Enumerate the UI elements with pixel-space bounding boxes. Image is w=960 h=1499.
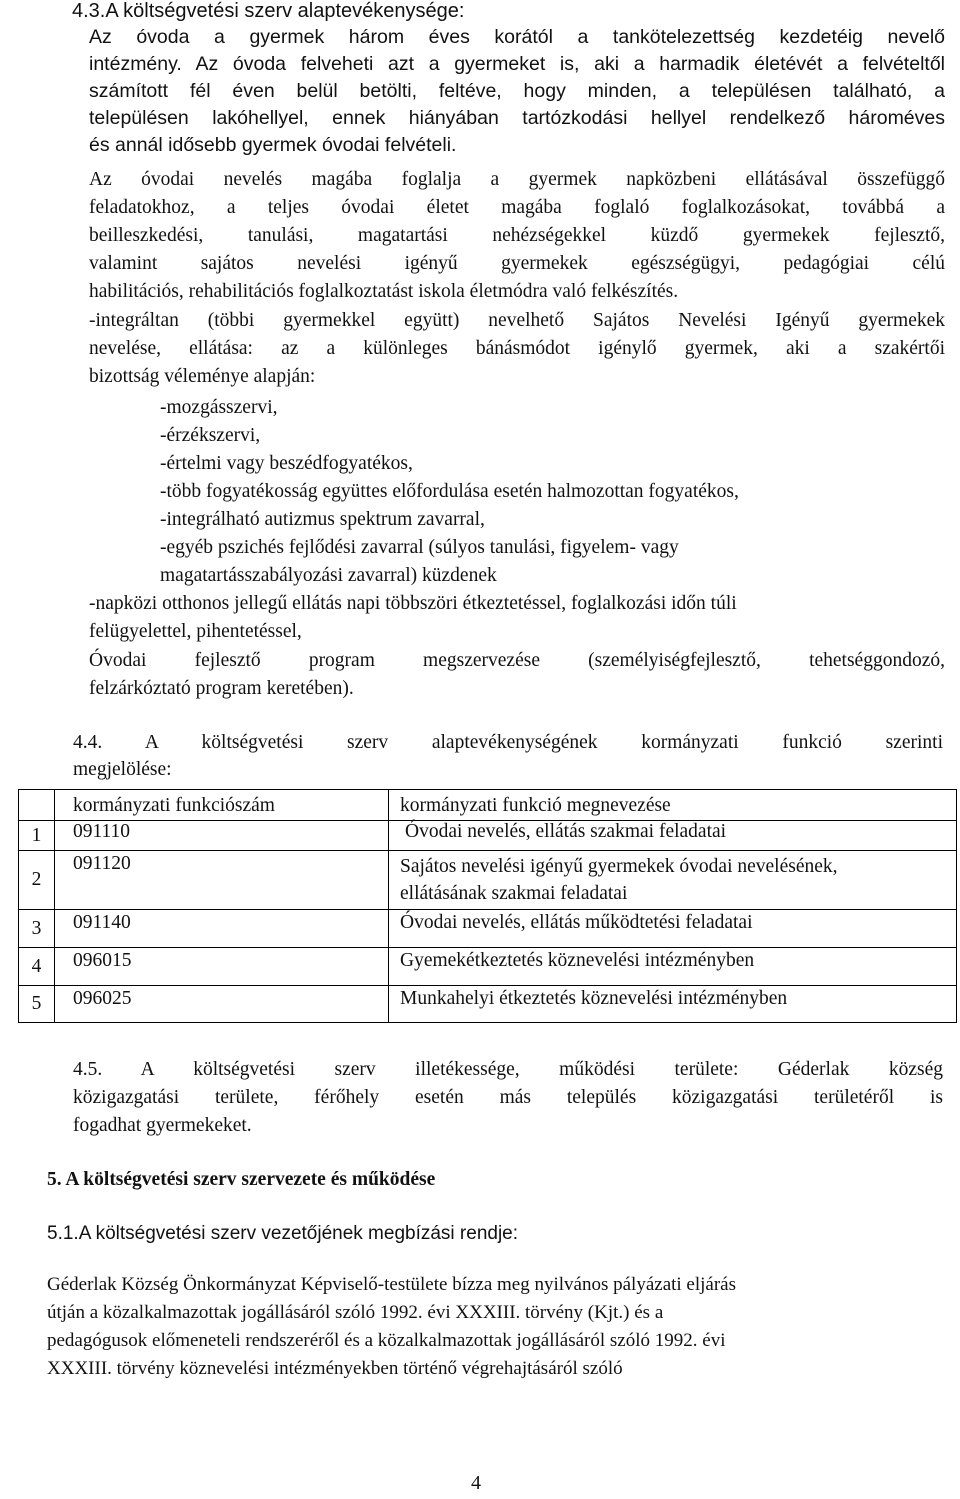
para2-line-3: beilleszkedési, tanulási, magatartási nehézségekkel küzdő gyermekek fejlesztő, — [89, 225, 945, 246]
row-name: Óvodai nevelés, ellátás szakmai feladatai — [389, 821, 957, 851]
row-code: 091110 — [55, 821, 389, 851]
section-5-heading: 5. A költségvetési szerv szervezete és működése — [47, 1169, 436, 1190]
row-name: Gyemekétkeztetés köznevelési intézményben — [389, 948, 957, 986]
list-item: magatartásszabályozási zavarral) küzdenek — [160, 565, 497, 586]
function-table — [18, 789, 957, 1023]
row-num: 3 — [19, 910, 55, 948]
para2-line-4: valamint sajátos nevelési igényű gyermekek egészségügyi, pedagógiai célú — [89, 253, 945, 274]
row-name: Munkahelyi étkeztetés köznevelési intézményben — [389, 986, 957, 1023]
row-name-line-1: Sajátos nevelési igényű gyermekek óvodai nevelésének, — [400, 856, 838, 877]
para1-line-1: Az óvoda a gyermek három éves korától a tankötelezettség kezdetéig nevelő — [89, 26, 945, 48]
row-num: 5 — [19, 986, 55, 1023]
para3-line-3: bizottság véleménye alapján: — [89, 366, 316, 387]
list-item: -integrálható autizmus spektrum zavarral, — [160, 509, 485, 530]
section-5-1-line-3: pedagógusok előmeneteli rendszeréről és a közalkalmazottak jogállásáról szóló 1992. évi — [47, 1330, 726, 1351]
row-name-line-2: ellátásának szakmai feladatai — [400, 883, 628, 904]
row-code: 096025 — [55, 986, 389, 1023]
row-num: 4 — [19, 948, 55, 986]
table-header-name: kormányzati funkció megnevezése — [389, 790, 957, 821]
row-num: 2 — [19, 851, 55, 910]
para5-line-1: Óvodai fejlesztő program megszervezése (személyiségfejlesztő, tehetséggondozó, — [89, 650, 945, 671]
para3-line-1: -integráltan (többi gyermekkel együtt) nevelhető Sajátos Nevelési Igényű gyermekek — [89, 310, 945, 331]
section-5-1-line-1: Géderlak Község Önkormányzat Képviselő-testülete bízza meg nyilvános pályázati eljárás — [47, 1274, 737, 1295]
section-4-5-line-2: közigazgatási területe, férőhely esetén más település közigazgatási területéről is — [73, 1087, 943, 1108]
table-row — [19, 986, 957, 1023]
para4-line-1: -napközi otthonos jellegű ellátás napi többszöri étkeztetéssel, foglalkozási időn túli — [89, 593, 737, 614]
para1-line-2: intézmény. Az óvoda felveheti azt a gyermeket is, aki a harmadik életévét a felvételtől — [89, 53, 945, 75]
row-name — [389, 851, 957, 910]
section-5-1-line-2: útján a közalkalmazottak jogállásáról szóló 1992. évi XXXIII. törvény (Kjt.) és a — [47, 1302, 664, 1323]
para1-line-4: településen lakóhellyel, ennek hiányában tartózkodási hellyel rendelkező hároméves — [89, 107, 945, 129]
list-item: -több fogyatékosság együttes előfordulása esetén halmozottan fogyatékos, — [160, 481, 739, 502]
section-5-1-heading: 5.1.A költségvetési szerv vezetőjének megbízási rendje: — [47, 1223, 519, 1244]
table-row — [19, 948, 957, 986]
para2-line-1: Az óvodai nevelés magába foglalja a gyermek napközbeni ellátásával összefüggő — [89, 169, 945, 190]
row-code: 091120 — [55, 851, 389, 910]
para1-line-3: számított fél éven belül betölti, feltéve, hogy minden, a településen található, a — [89, 80, 945, 102]
table-row — [19, 910, 957, 948]
row-name: Óvodai nevelés, ellátás működtetési feladatai — [389, 910, 957, 948]
row-code: 091140 — [55, 910, 389, 948]
para5-line-2: felzárkóztató program keretében). — [89, 678, 354, 699]
section-5-1-line-4: XXXIII. törvény köznevelési intézményekben történő végrehajtásáról szóló — [47, 1358, 623, 1379]
section-4-4-heading-line-1: 4.4. A költségvetési szerv alaptevékenységének kormányzati funkció szerinti — [73, 732, 943, 753]
para2-line-2: feladatokhoz, a teljes óvodai életet magába foglaló foglalkozásokat, továbbá a — [89, 197, 945, 218]
list-item: -mozgásszervi, — [160, 397, 278, 418]
table-header-code: kormányzati funkciószám — [55, 790, 389, 821]
list-item: -értelmi vagy beszédfogyatékos, — [160, 453, 413, 474]
table-header-row — [19, 790, 957, 821]
section-4-5-line-3: fogadhat gyermekeket. — [73, 1115, 252, 1136]
para1-line-5: és annál idősebb gyermek óvodai felvételi. — [89, 134, 457, 156]
section-4-5-line-1: 4.5. A költségvetési szerv illetékessége, működési területe: Géderlak község — [73, 1059, 943, 1080]
list-item: -érzékszervi, — [160, 425, 261, 446]
para4-line-2: felügyelettel, pihentetéssel, — [89, 621, 302, 642]
para2-line-5: habilitációs, rehabilitációs foglalkoztatást iskola életmódra való felkészítés. — [89, 281, 679, 302]
section-4-3-heading: 4.3.A költségvetési szerv alaptevékenysége: — [72, 0, 465, 22]
list-item: -egyéb pszichés fejlődési zavarral (súlyos tanulási, figyelem- vagy — [160, 537, 679, 558]
row-code: 096015 — [55, 948, 389, 986]
table-row — [19, 821, 957, 851]
table-row — [19, 851, 957, 910]
section-4-4-heading-line-2: megjelölése: — [73, 759, 172, 780]
row-num: 1 — [19, 821, 55, 851]
page-number: 4 — [471, 1472, 481, 1494]
para3-line-2: nevelése, ellátása: az a különleges bánásmódot igénylő gyermek, aki a szakértői — [89, 338, 945, 359]
table-header-num — [19, 790, 55, 821]
